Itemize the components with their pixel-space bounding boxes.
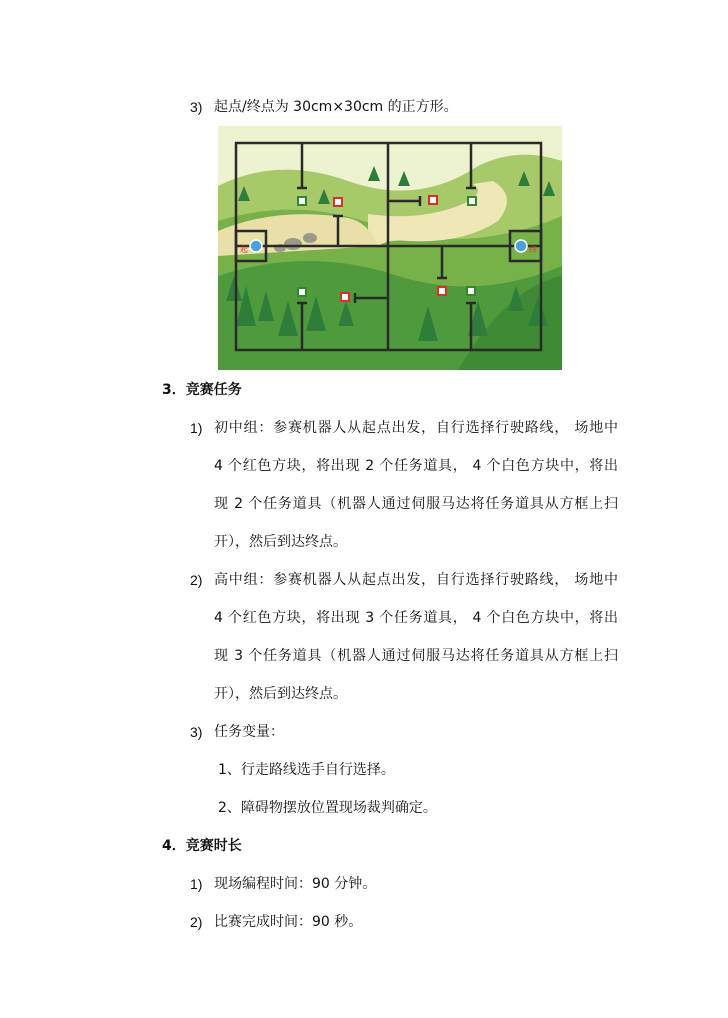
item-marker: 2) xyxy=(190,914,203,930)
section4-heading: 4．竞赛时长 xyxy=(162,838,242,854)
item-marker: 3) xyxy=(190,724,203,740)
sub-item: 1、行走路线选手自行选择。 xyxy=(218,762,395,778)
start-label-art: 起 xyxy=(240,245,248,254)
section3-heading: 3．竞赛任务 xyxy=(162,382,242,398)
sub-item: 2、障碍物摆放位置现场裁判确定。 xyxy=(218,800,437,816)
item-marker: 1) xyxy=(190,420,203,436)
red-block xyxy=(438,287,446,295)
red-block xyxy=(429,196,437,204)
item-line: 开），然后到达终点。 xyxy=(214,534,347,550)
item-line: 现 3 个任务道具（机器人通过伺服马达将任务道具从方框上扫 xyxy=(214,648,618,664)
item-text: 任务变量： xyxy=(214,724,284,740)
item-line: 初中组：参赛机器人从起点出发，自行选择行驶路线， 场地中 xyxy=(214,420,618,436)
white-block xyxy=(298,288,306,296)
red-block xyxy=(341,293,349,301)
item-line: 开），然后到达终点。 xyxy=(214,686,347,702)
end-label-art: 终 xyxy=(529,245,537,254)
item-text: 比赛完成时间：90 秒。 xyxy=(214,914,363,930)
intro-marker: 3) xyxy=(190,99,203,115)
item-line: 4 个红色方块，将出现 2 个任务道具， 4 个白色方块中，将出 xyxy=(214,458,618,474)
white-block xyxy=(468,197,476,205)
intro-text: 起点/终点为 30cm×30cm 的正方形。 xyxy=(214,99,458,115)
item-marker: 1) xyxy=(190,876,203,892)
item-line: 高中组：参赛机器人从起点出发，自行选择行驶路线， 场地中 xyxy=(214,572,618,588)
item-line: 4 个红色方块，将出现 3 个任务道具， 4 个白色方块中，将出 xyxy=(214,610,618,626)
field-map-svg xyxy=(218,126,562,370)
competition-field-map xyxy=(218,126,562,370)
item-line: 现 2 个任务道具（机器人通过伺服马达将任务道具从方框上扫 xyxy=(214,496,618,512)
white-block xyxy=(298,197,306,205)
white-block xyxy=(467,287,475,295)
item-marker: 2) xyxy=(190,572,203,588)
red-block xyxy=(334,198,342,206)
item-text: 现场编程时间：90 分钟。 xyxy=(214,876,377,892)
